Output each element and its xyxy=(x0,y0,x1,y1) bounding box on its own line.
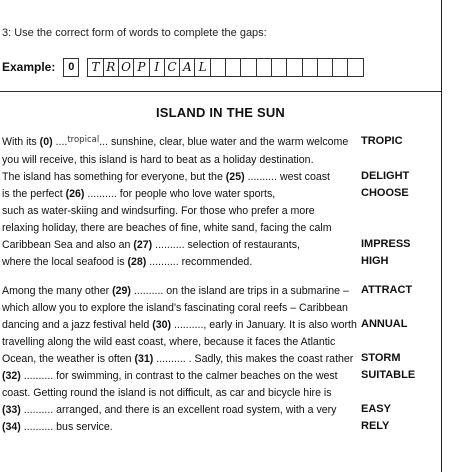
gap-number: (32) xyxy=(2,370,21,382)
letter-box xyxy=(303,58,318,77)
gap-number: (33) xyxy=(2,404,21,416)
letter-box: T xyxy=(88,58,103,77)
gap-number: (34) xyxy=(2,421,21,433)
letter-box xyxy=(287,58,302,77)
gap-number: (27) xyxy=(133,239,153,251)
gap-number: (28) xyxy=(127,256,147,268)
keyword-easy: EASY xyxy=(361,403,391,415)
text-line: The island has something for everyone, but the (25) .......... west coast xyxy=(2,171,330,183)
text-line: (33) .......... arranged, and there is an excellent road system, with a very xyxy=(2,404,337,416)
letter-box: R xyxy=(104,58,119,77)
gap-number: (26) xyxy=(65,188,85,200)
example-row xyxy=(2,56,364,78)
keyword-high: HIGH xyxy=(361,255,389,267)
letter-box xyxy=(272,58,287,77)
text-title: ISLAND IN THE SUN xyxy=(155,105,286,120)
keyword-rely: RELY xyxy=(361,420,390,432)
letter-box xyxy=(333,58,348,77)
keyword-annual: ANNUAL xyxy=(361,318,408,330)
text-line: such as water-skiing and windsurfing. For those who prefer a more xyxy=(2,205,315,217)
letter-box xyxy=(241,58,256,77)
letter-box xyxy=(211,58,226,77)
letter-box xyxy=(257,58,272,77)
keyword-suitable: SUITABLE xyxy=(361,369,416,381)
gap-number: (0) xyxy=(39,136,53,148)
handwritten-answer: tropical xyxy=(67,135,100,145)
page-border-right xyxy=(441,0,442,472)
text-line: With its (0) ....$^{tropical}$... sunshine, clear, blue water and the warm welcome xyxy=(2,135,349,148)
letter-box xyxy=(348,58,363,77)
text-line: coast. Getting round the island is not difficult, as car and bicycle hire is xyxy=(2,387,332,399)
text-line: Caribbean Sea and also an (27) .......... selection of restaurants, xyxy=(2,239,300,251)
letter-box: L xyxy=(195,58,210,77)
keyword-choose: CHOOSE xyxy=(361,187,409,199)
letter-box: P xyxy=(134,58,149,77)
text-line: Ocean, the weather is often (31) .......... . Sadly, this makes the coast rather xyxy=(2,353,354,365)
letter-box: C xyxy=(165,58,180,77)
text-line: relaxing holiday, there are beaches of fine, white sand, facing the calm xyxy=(2,222,332,234)
text-line: is the perfect (26) .......... for people who love water sports, xyxy=(2,188,276,200)
letter-box: O xyxy=(119,58,134,77)
gap-number: (25) xyxy=(225,171,245,183)
text-line: you will receive, this island is hard to beat as a holiday destination. xyxy=(2,154,314,166)
text-line: which allow you to explore the island's fascinating coral reefs – Caribbean xyxy=(2,302,348,314)
letter-box: A xyxy=(180,58,195,77)
section-divider xyxy=(0,91,441,92)
text-line: dancing and a jazz festival held (30) .........., early in January. It is also worth xyxy=(2,319,357,331)
text-line: (34) .......... bus service. xyxy=(2,421,113,433)
instruction-text: 3: Use the correct form of words to complete the gaps: xyxy=(2,27,267,39)
letter-box xyxy=(226,58,241,77)
keyword-tropic: TROPIC xyxy=(361,135,403,147)
keyword-attract: ATTRACT xyxy=(361,284,413,296)
keyword-impress: IMPRESS xyxy=(361,238,411,250)
text-line: Among the many other (29) .......... on the island are trips in a submarine – xyxy=(2,285,349,297)
text-line: travelling along the wild east coast, where, because it faces the Atlantic xyxy=(2,336,336,348)
example-letter-boxes xyxy=(87,58,363,77)
keyword-storm: STORM xyxy=(361,352,401,364)
text-line: where the local seafood is (28) .......... recommended. xyxy=(2,256,253,268)
letter-box: I xyxy=(150,58,165,77)
gap-number: (29) xyxy=(112,285,131,297)
gap-number: (30) xyxy=(152,319,172,331)
keyword-delight: DELIGHT xyxy=(361,170,410,182)
example-label: Example: xyxy=(2,60,56,74)
gap-number: (31) xyxy=(134,353,154,365)
example-number-box: 0 xyxy=(63,58,79,77)
letter-box xyxy=(318,58,333,77)
text-line: (32) .......... for swimming, in contrast to the calmer beaches on the west xyxy=(2,370,338,382)
